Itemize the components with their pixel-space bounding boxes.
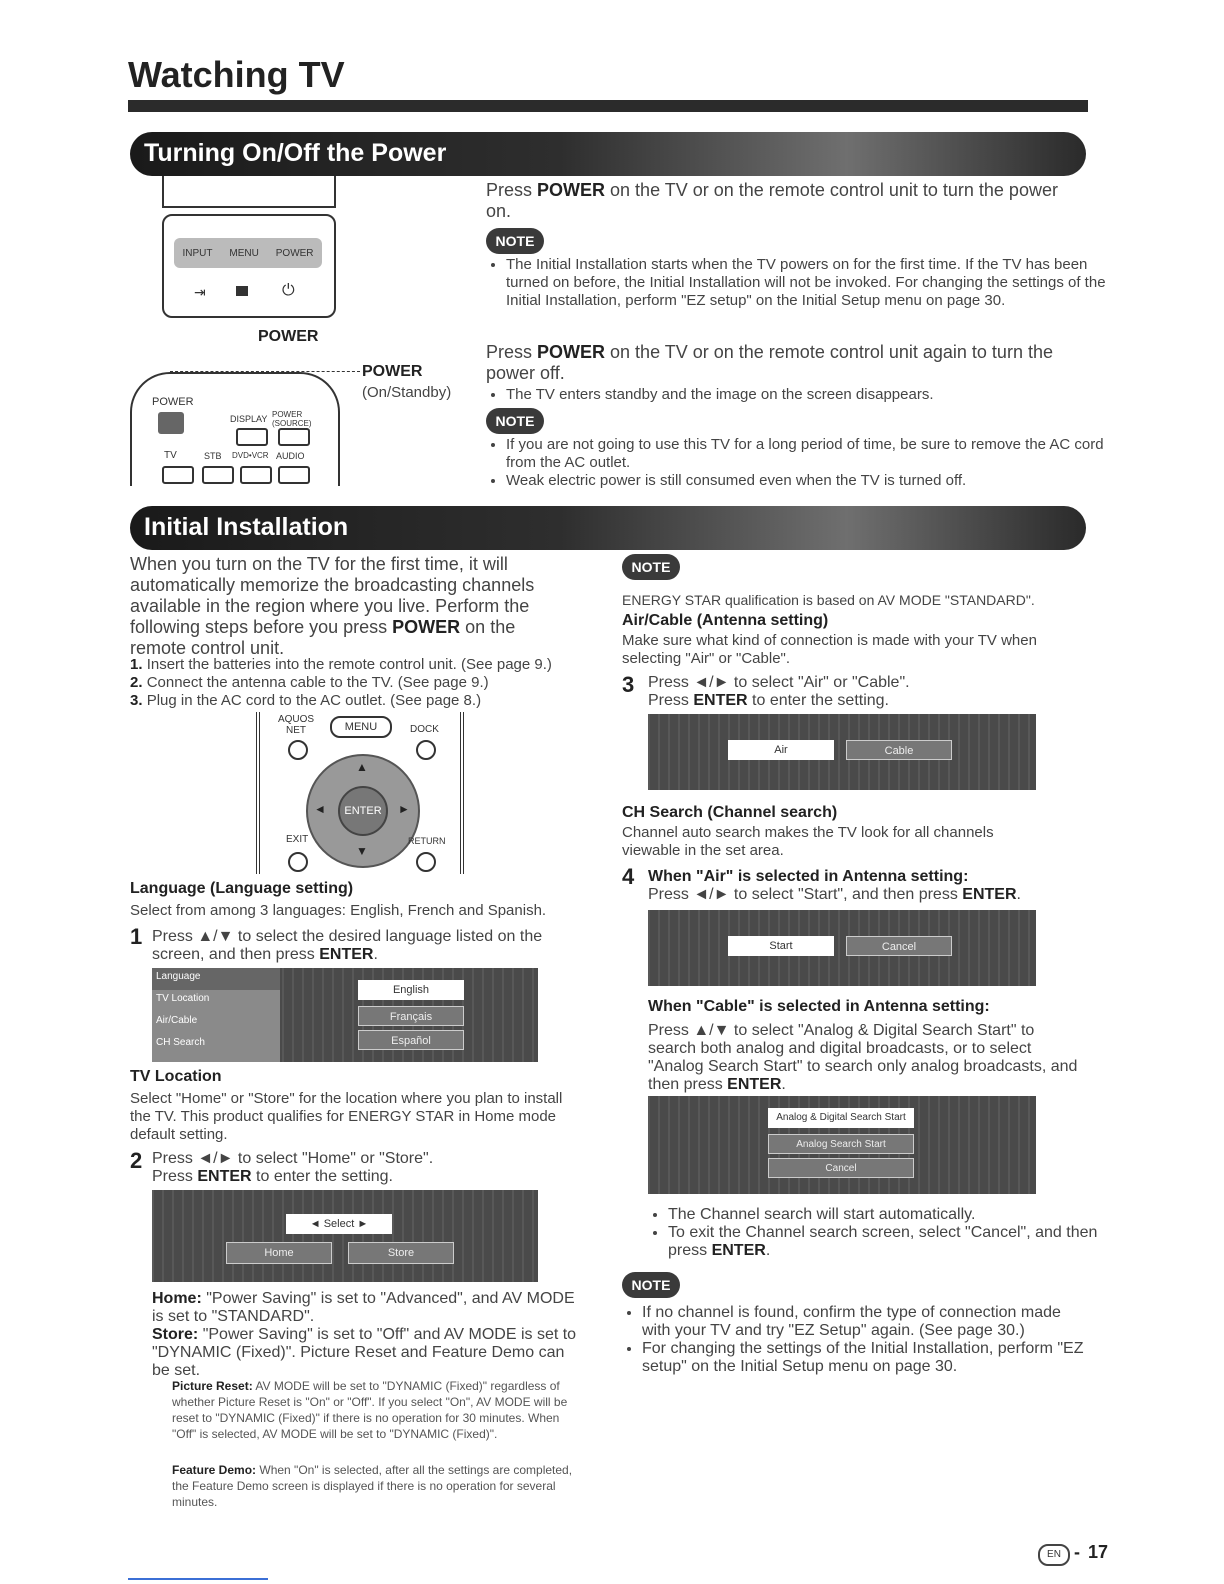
power-off-bullets	[486, 386, 1106, 404]
remote-dvd-button[interactable]	[240, 466, 272, 484]
remote-power-caption: POWER	[362, 363, 423, 380]
power-on-note: • The Initial Installation starts when the TV powers on for the first time. If the TV has been turned on before, the Initial Installation will not be invoked. For changing the settings of the Initial Installation, perform "EZ setup" on the Initial Setup menu on page 30.	[506, 256, 1106, 310]
store-desc: Store: "Power Saving" is set to "Off" and AV MODE is set to "DYNAMIC (Fixed)". Picture Reset and Feature Demo can be set.	[152, 1326, 577, 1379]
right-arrow-icon[interactable]: ►	[398, 802, 410, 816]
step-number: 3	[622, 672, 635, 697]
chsearch-bullet: • The Channel search will start automatically.	[668, 1206, 1108, 1224]
power-off-bullet: • The TV enters standby and the image on the screen disappears.	[506, 386, 1106, 404]
language-desc: Select from among 3 languages: English, French and Spanish.	[130, 902, 547, 919]
up-arrow-icon[interactable]: ▲	[356, 760, 368, 774]
language-step: Press ▲/▼ to select the desired language listed on the screen, and then press ENTER.	[152, 928, 543, 963]
feature-demo-desc: Feature Demo: When "On" is selected, after all the settings are completed, the Feature Demo screen is displayed if there is no operation for several minutes.	[172, 1463, 573, 1509]
step4-title: When "Air" is selected in Antenna setting:	[648, 868, 969, 885]
enter-button[interactable]: ENTER	[338, 786, 388, 836]
menu-button[interactable]: MENU	[330, 716, 392, 738]
note-badge: NOTE	[622, 554, 680, 580]
dock-label: DOCK	[410, 724, 439, 735]
page-number: 17	[1088, 1542, 1109, 1562]
remote-audio-button[interactable]	[278, 466, 310, 484]
aquos-net-label: AQUOS NET	[277, 714, 315, 736]
page-title: Watching TV	[128, 54, 345, 95]
option-start[interactable]: Start	[728, 936, 834, 956]
setup-menu-item: Air/Cable	[156, 1015, 198, 1026]
step-number: 2	[130, 1148, 143, 1173]
aircable-desc: Make sure what kind of connection is made with your TV when selecting "Air" or "Cable".	[622, 632, 1037, 667]
callout-line	[170, 371, 360, 373]
footer-rule	[128, 1578, 268, 1580]
final-notes	[622, 1304, 1092, 1376]
tv-control-panel	[162, 214, 336, 318]
option-espanol[interactable]: Español	[358, 1030, 464, 1050]
home-desc: Home: "Power Saving" is set to "Advanced", and AV MODE is set to "STANDARD".	[152, 1290, 575, 1325]
option-analog-digital[interactable]: Analog & Digital Search Start	[768, 1108, 914, 1128]
return-label: RETURN	[408, 836, 446, 846]
remote-dvd-text: DVD•VCR	[232, 451, 269, 460]
remote-tv-text: TV	[164, 450, 177, 461]
install-intro: When you turn on the TV for the first time, it will automatically memorize the broadcasting channels available in the region where you live. Perform the following steps before you press POWER on the remote control unit.	[130, 554, 535, 658]
exit-button[interactable]	[288, 852, 308, 872]
aircable-title: Air/Cable (Antenna setting)	[622, 612, 829, 629]
option-english[interactable]: English	[358, 980, 464, 1000]
section-heading-install: Initial Installation	[144, 513, 349, 541]
select-label: ◄ Select ►	[286, 1214, 392, 1234]
tv-location-title: TV Location	[130, 1068, 222, 1085]
language-screen	[152, 968, 538, 1062]
remote-power-button[interactable]	[158, 412, 184, 434]
final-note: • For changing the settings of the Initial Installation, perform "EZ setup" on the Initial Setup menu on page 30.	[642, 1340, 1092, 1376]
title-rule	[128, 100, 1088, 112]
power-off-text: Press POWER on the TV or on the remote control unit again to turn the power off.	[486, 342, 1053, 383]
remote-stb-button[interactable]	[202, 466, 234, 484]
remote-dpad-illustration	[256, 712, 464, 874]
setup-menu	[152, 968, 280, 1062]
cable-title: When "Cable" is selected in Antenna setting:	[648, 998, 990, 1015]
dpad[interactable]	[306, 754, 420, 868]
chsearch-bullet: • To exit the Channel search screen, select "Cancel", and then press ENTER.	[668, 1224, 1108, 1260]
remote-audio-text: AUDIO	[276, 451, 305, 461]
aircable-screen	[648, 714, 1036, 790]
prep-steps	[130, 656, 600, 710]
location-screen	[152, 1190, 538, 1282]
page-number-dash: -	[1074, 1542, 1080, 1562]
setup-menu-item: TV Location	[156, 993, 210, 1004]
lang-badge: EN	[1038, 1544, 1070, 1566]
exit-label: EXIT	[286, 834, 309, 845]
step-number: 4	[622, 864, 635, 889]
step-number: 1	[130, 924, 143, 949]
tv-location-desc: Select "Home" or "Store" for the location where you plan to install the TV. This product qualifies for ENERGY STAR in Home mode default setting.	[130, 1090, 563, 1143]
note-badge: NOTE	[486, 228, 544, 254]
remote-display-text: DISPLAY	[230, 414, 268, 424]
setup-menu-item: CH Search	[156, 1037, 205, 1048]
final-note: • If no channel is found, confirm the type of connection made with your TV and try "EZ Setup" again. (See page 30.)	[642, 1304, 1092, 1340]
location-step: Press ◄/► to select "Home" or "Store". Press ENTER to enter the setting.	[152, 1150, 434, 1185]
input-icon[interactable]: ⇥	[194, 284, 206, 300]
cable-search-screen	[648, 1096, 1036, 1194]
power-on-note-list	[486, 256, 1106, 310]
remote-display-button[interactable]	[236, 428, 268, 446]
option-francais[interactable]: Français	[358, 1006, 464, 1026]
power-off-note-list	[486, 436, 1106, 490]
prep-step: 2. Connect the antenna cable to the TV. (See page 9.)	[130, 674, 489, 691]
tv-bottom-illustration	[162, 176, 336, 208]
menu-icon[interactable]	[236, 286, 248, 296]
option-analog[interactable]: Analog Search Start	[768, 1134, 914, 1154]
power-on-text: Press POWER on the TV or on the remote control unit to turn the power on.	[486, 180, 1058, 221]
language-title: Language (Language setting)	[130, 880, 354, 897]
chsearch-desc: Channel auto search makes the TV look for all channels viewable in the set area.	[622, 824, 994, 859]
remote-tv-button[interactable]	[162, 466, 194, 484]
tv-power-caption: POWER	[258, 328, 319, 345]
power-off-note: • Weak electric power is still consumed even when the TV is turned off.	[506, 472, 1106, 490]
option-air[interactable]: Air	[728, 740, 834, 760]
prep-step: 3. Plug in the AC cord to the AC outlet. (See page 8.)	[130, 692, 482, 709]
option-cable[interactable]: Cable	[846, 740, 952, 760]
section-heading-power: Turning On/Off the Power	[144, 139, 447, 167]
setup-menu-item: Language	[152, 968, 280, 990]
cable-text: Press ▲/▼ to select "Analog & Digital Search Start" to search both analog and digital broadcasts, or to select "Analog Search Start" to search only analog broadcasts, and then press ENTER.	[648, 1022, 1078, 1093]
tv-menu-label: MENU	[229, 247, 259, 259]
step4-text: Press ◄/► to select "Start", and then press ENTER.	[648, 886, 1021, 903]
note-badge: NOTE	[486, 408, 544, 434]
dock-button[interactable]	[416, 740, 436, 760]
power-off-note: • If you are not going to use this TV for a long period of time, be sure to remove the AC cord from the AC outlet.	[506, 436, 1106, 472]
air-search-screen	[648, 910, 1036, 986]
power-icon[interactable]: ⏻	[282, 282, 295, 299]
aquos-net-button[interactable]	[288, 740, 308, 760]
return-button[interactable]	[416, 852, 436, 872]
prep-step: 1. Insert the batteries into the remote control unit. (See page 9.)	[130, 656, 552, 673]
energy-note: ENERGY STAR qualification is based on AV MODE "STANDARD".	[622, 592, 1035, 608]
section-band-install	[130, 506, 1086, 550]
down-arrow-icon[interactable]: ▼	[356, 844, 368, 858]
note-badge: NOTE	[622, 1272, 680, 1298]
remote-power-source-text: POWER (SOURCE)	[272, 410, 312, 428]
remote-power-text: POWER	[152, 396, 194, 408]
left-arrow-icon[interactable]: ◄	[314, 802, 326, 816]
tv-input-label: INPUT	[182, 247, 213, 259]
chsearch-bullets	[648, 1206, 1108, 1260]
option-cancel[interactable]: Cancel	[768, 1158, 914, 1178]
remote-source-button[interactable]	[278, 428, 310, 446]
remote-top-illustration	[130, 372, 340, 486]
picture-reset-desc: Picture Reset: AV MODE will be set to "DYNAMIC (Fixed)" regardless of whether Picture Reset is "On" or "Off". If you select "On", AV MODE will be reset to "DYNAMIC (Fixed)" if there is no operation for 30 minutes. When "Off" is selected, AV MODE will be set to "DYNAMIC (Fixed)".	[172, 1379, 568, 1441]
aircable-step: Press ◄/► to select "Air" or "Cable". Press ENTER to enter the setting.	[648, 674, 910, 709]
section-band-power	[130, 132, 1086, 176]
remote-stb-text: STB	[204, 451, 222, 461]
option-cancel[interactable]: Cancel	[846, 936, 952, 956]
option-home[interactable]: Home	[226, 1242, 332, 1264]
remote-power-subcaption: (On/Standby)	[362, 384, 452, 401]
tv-power-label: POWER	[275, 247, 314, 259]
option-store[interactable]: Store	[348, 1242, 454, 1264]
chsearch-title: CH Search (Channel search)	[622, 804, 838, 821]
